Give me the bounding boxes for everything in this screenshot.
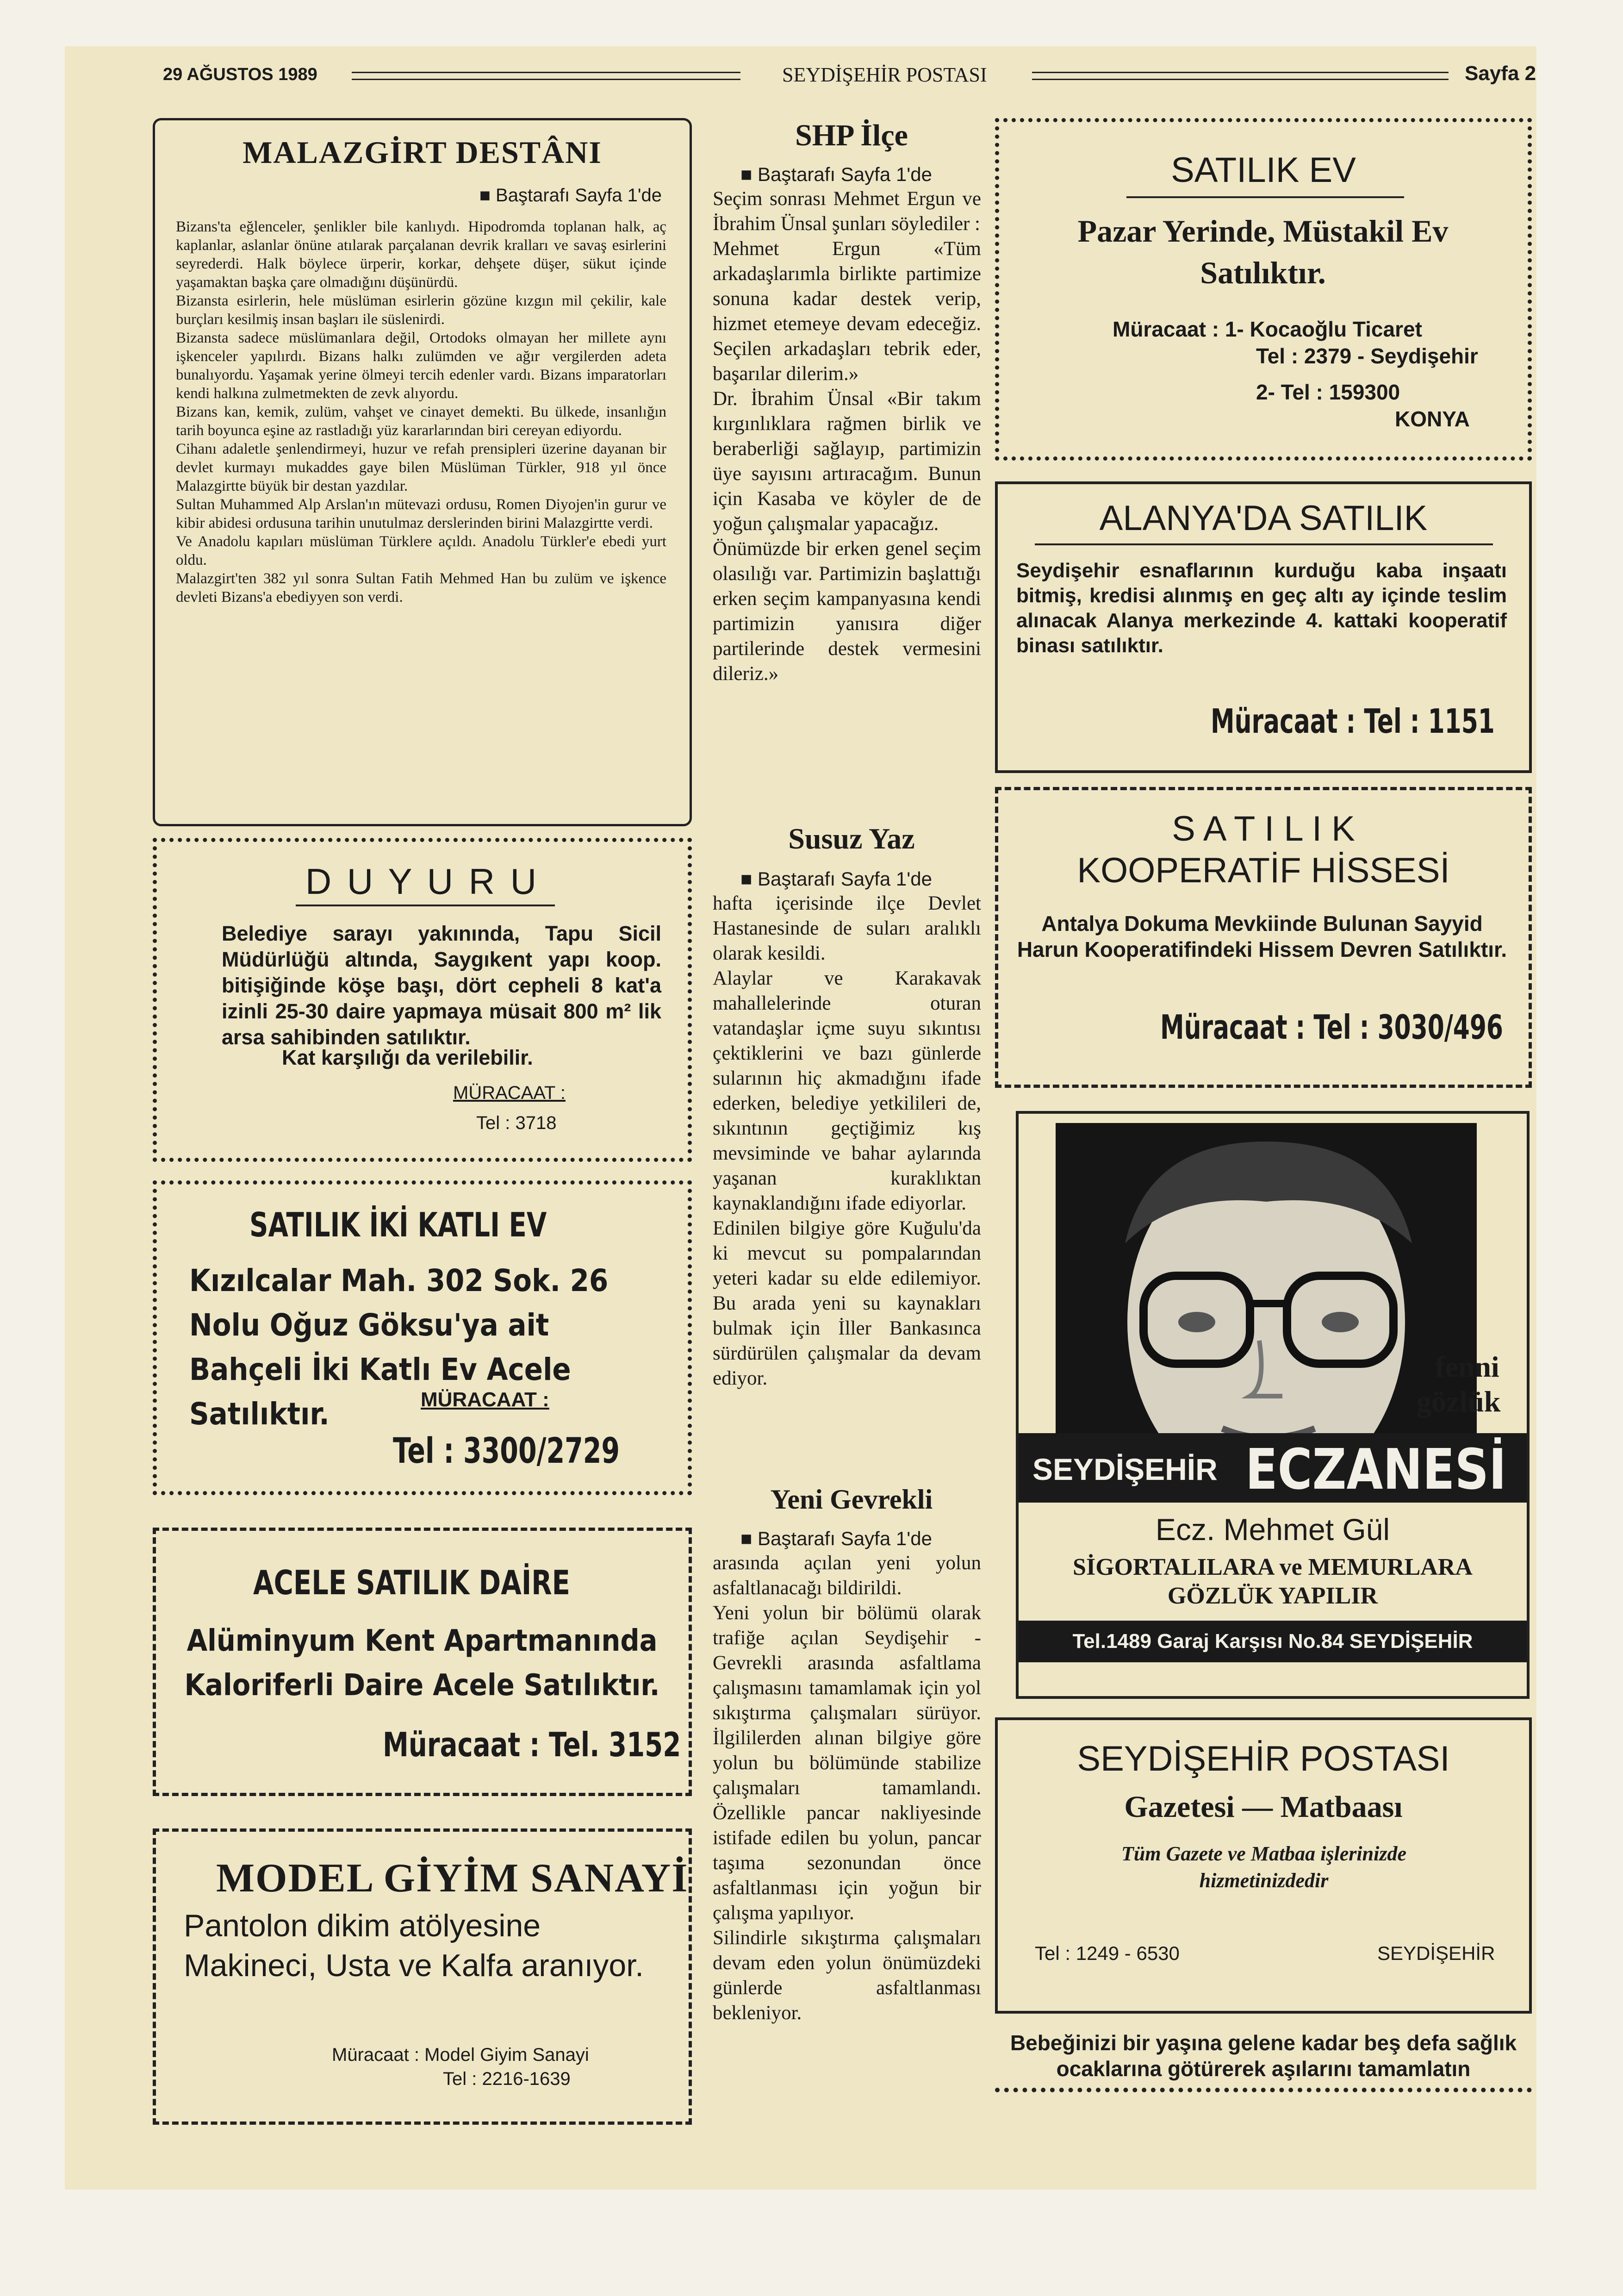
model-giyim-ad	[153, 1828, 692, 2125]
duyuru-ad	[153, 838, 692, 1162]
daire-tel-box	[383, 1725, 765, 1764]
page-number: Sayfa 2	[1465, 62, 1536, 85]
shp-body: Seçim sonrası Mehmet Ergun ve İbrahim Ünsal şunları söylediler : Mehmet Ergun «Tüm arkadaşlarımla birlikte partimize sonuna kadar destek verip, hizmet etemeye devam edeceğiz. Seçilen arkadaşları tebrik eder, başarılar dilerim.» Dr. İbrahim Ünsal «Bir takım kırgınlıklara rağmen birlik ve beraberliği sağlayıp, partimizin üye sayısını artıracağım. Bunun için Kasaba ve köyler de de yoğun çalışmalar yapacağız. Önümüzde bir erken genel seçim olasılığı var. Partimizin başlattığı erken seçim kampanyasına kendi partimizin yanısıra diğer partilerinde destek vermesini dileriz.»	[713, 188, 981, 685]
duyuru-note: Kat karşılığı da verilebilir.	[282, 1046, 533, 1069]
middle-column	[713, 118, 990, 2132]
eczane-line2: GÖZLÜK YAPILIR	[1167, 1583, 1378, 1609]
satilik-ev-rule	[1126, 196, 1404, 198]
eczane-owner: Ecz. Mehmet Gül	[1155, 1512, 1390, 1547]
eczane-slogan1: fenni	[1435, 1350, 1499, 1383]
footer-dotted-rule	[995, 2088, 1532, 2092]
postasi-city: SEYDİŞEHİR	[1377, 1942, 1495, 1964]
header-rule	[352, 72, 740, 80]
malazgirt-article	[153, 118, 692, 826]
susuz-body: hafta içerisinde ilçe Devlet Hastanesinde de suları aralıklı olarak kesildi. Alaylar ve Karakavak mahallelerinde oturan vatandaşlar içme suyu sıkıntısı çektiklerini ve bazı günlerde sularının hiç akmadığını ifade ederken, belediye yetkilileri de, sıkıntının geçtiğimiz kış mevsiminde ve bahar aylarında yaşanan kuraklıktan kaynaklandığını ifade ediyorlar. Edinilen bilgiye göre Kuğulu'da ki mevcut su pompalarından yeteri kadar su elde edilemiyor. Bu arada yeni su kaynakları bulmak için İller Bankasınca sürdürülen çalışmalar da devam ediyor.	[713, 892, 981, 1389]
portrait-photo	[1056, 1123, 1477, 1484]
iki-katli-tel-box	[393, 1430, 695, 1471]
iki-katli-contact-label: MÜRACAAT :	[421, 1388, 549, 1411]
kooperatif-ad	[995, 787, 1532, 1088]
eczane-name-right: ECZANESİ	[1245, 1438, 1506, 1502]
postasi-slogan: Tüm Gazete ve Matbaa işlerinizde hizmetinizdedir	[1121, 1842, 1406, 1892]
satilik-ev-line3: 2- Tel : 159300	[1256, 380, 1400, 404]
satilik-ev-line2: Tel : 2379 - Seydişehir	[1256, 344, 1478, 368]
duyuru-contact-label: MÜRACAAT :	[453, 1083, 566, 1103]
eczane-line1: SİGORTALILARA ve MEMURLARA	[1073, 1554, 1473, 1580]
malazgirt-source: ■ Baştarafı Sayfa 1'de	[479, 185, 662, 206]
satilik-ev-title: SATILIK EV	[1171, 150, 1356, 190]
postasi-subtitle: Gazetesi — Matbaası	[1124, 1790, 1403, 1824]
model-title: MODEL GİYİM SANAYİ	[216, 1856, 689, 1901]
kooperatif-title2: KOOPERATİF HİSSESİ	[1077, 851, 1450, 890]
eczane-ad	[1016, 1111, 1530, 1699]
satilik-ev-ad	[995, 118, 1532, 461]
daire-title: ACELE SATILIK DAİRE	[253, 1563, 570, 1602]
paper-name: SEYDİŞEHİR POSTASI	[782, 63, 987, 86]
iki-katli-title-box	[249, 1205, 666, 1247]
alanya-ad	[995, 481, 1532, 773]
alanya-title: ALANYA'DA SATILIK	[1099, 499, 1428, 538]
duyuru-body: Belediye sarayı yakınında, Tapu Sicil Müdürlüğü altında, Saygıkent yapı koop. bitişiğinde köşe başı, dört cepheli 8 kat'a izinli 25-30 daire yapmaya müsait 800 m² lik arsa sahibinden satılıktır.	[222, 922, 661, 1049]
alanya-tel-box	[1211, 702, 1605, 741]
gevrekli-title: Yeni Gevrekli	[770, 1484, 933, 1515]
kooperatif-title1: S A T I L I K	[1172, 809, 1355, 849]
model-body: Pantolon dikim atölyesine Makineci, Usta ve Kalfa aranıyor.	[184, 1908, 644, 1983]
model-tel: Tel : 2216-1639	[443, 2069, 571, 2089]
acele-daire-ad	[153, 1528, 692, 1796]
header-rule	[1032, 72, 1449, 80]
iki-katli-title: SATILIK İKİ KATLI EV	[249, 1205, 547, 1244]
daire-body: Alüminyum Kent Apartmanında Kaloriferli Daire Acele Satılıktır.	[184, 1624, 660, 1703]
postasi-tel: Tel : 1249 - 6530	[1035, 1942, 1180, 1964]
kooperatif-body: Antalya Dokuma Mevkiinde Bulunan Sayyid Harun Kooperatifindeki Hissem Devren Satılıktır.	[1017, 911, 1507, 961]
vaccination-note: Bebeğinizi bir yaşına gelene kadar beş defa sağlık ocaklarına götürerek aşılarını tamamlatın	[1010, 2031, 1517, 2081]
malazgirt-body: Bizans'ta eğlenceler, şenlikler bile kanlıydı. Hipodromda toplanan halk, aç kaplanlar, aslanlar önüne atılarak parçalanan devrik kralları ve savaş esirlerini seyrederdi. Halk böylece ürperir, korkar, dehşete düşer, sükut içinde yaşamaktan başka çare olmadığını düşünürdü. Bizansta esirlerin, hele müslüman esirlerin gözüne kızgın mil çekilir, kale burçları kesilmiş insan başları ile süslenirdi. Bizansta sadece müslümanlara değil, Ortodoks olmayan her millete aynı işkenceler yapılırdı. Bizans halkı zulümden ve ağır vergilerden adeta bunalıyordu. Yaşamak yerine ölmeyi tercih edenler vardı. Bizans imparatorları kendi halkına zulmetmekten de zevk alıyordu. Bizans kan, kemik, zulüm, vahşet ve cinayet demekti. Bu ülkede, insanlığın tarih boyunca eşine az rastladığı yüz kararlarından biri cereyan ediyordu. Cihanı adaletle şenlendirmeyi, huzur ve refah prensipleri üzerine dayanan bir devlet kurmayı mukaddes gaye bilen Müslüman Türkler, 918 yıl önce Malazgirtte büyük bir destan yazdılar. Sultan Muhammed Alp Arslan'ın mütevazi ordusu, Romen Diyojen'in gurur ve kibir abidesi ordusuna tarihin unutulmaz derslerinden birini Malazgirtte verdi. Ve Anadolu kapıları müslüman Türklere açıldı. Anadolu Türkler'e ebedi yurt oldu. Malazgirt'ten 382 yıl sonra Sultan Fatih Mehmed Han bu zulüm ve işkence devleti Bizans'a ebediyyen son verdi.	[176, 218, 666, 605]
iki-katli-tel: Tel : 3300/2729	[393, 1430, 620, 1471]
duyuru-rule	[296, 905, 555, 906]
susuz-title: Susuz Yaz	[788, 822, 915, 855]
postasi-title: SEYDİŞEHİR POSTASI	[1077, 1739, 1450, 1778]
shp-title: SHP İlçe	[795, 119, 908, 152]
iki-katli-body: Kızılcalar Mah. 302 Sok. 26 Nolu Oğuz Göksu'ya ait Bahçeli İki Katlı Ev Acele Satılıktır.	[189, 1263, 609, 1432]
alanya-body: Seydişehir esnaflarının kurduğu kaba inşaatı bitmiş, kredisi alınmış en geç altı ay içinde teslim alınacak Alanya merkezinde 4. kattaki kooperatif binası satılıktır.	[1016, 559, 1507, 657]
satilik-ev-headline: Pazar Yerinde, Müstakil Ev Satılıktır.	[1077, 213, 1449, 290]
daire-title-box	[253, 1563, 649, 1602]
duyuru-title: D U Y U R U	[305, 861, 540, 902]
iki-katli-ev-ad	[153, 1180, 692, 1495]
eczane-name-right-box	[1245, 1438, 1552, 1502]
gevrekli-source: ■ Baştarafı Sayfa 1'de	[740, 1528, 932, 1550]
eczane-slogan2: gözlük	[1417, 1385, 1501, 1418]
shp-source: ■ Baştarafı Sayfa 1'de	[740, 163, 932, 186]
gevrekli-body: arasında açılan yeni yolun asfaltlanacağı bildirildi. Yeni yolun bir bölümü olarak trafiğe açılan Seydişehir - Gevrekli arasında asfaltlama çalışmasını tamamlamak için yol sıkıştırma çalışmaları sürüyor. İlgililerden alınan bilgiye göre yolun bu bölümünde stabilize çalışmaları tamamlandı. Özellikle pancar nakliyesinde istifade edilen bu yolun, pancar taşıma sezonundan önce asfaltlanması için yoğun bir çalışma yapılıyor. Silindirle sıkıştırma çalışmaları devam eden yolun önümüzdeki günlerde asfaltlanması bekleniyor.	[713, 1552, 981, 2024]
susuz-source: ■ Baştarafı Sayfa 1'de	[740, 868, 932, 890]
alanya-tel: Müracaat : Tel : 1151	[1211, 702, 1495, 741]
satilik-ev-line1: Müracaat : 1- Kocaoğlu Ticaret	[1113, 317, 1422, 341]
eczane-address: Tel.1489 Garaj Karşısı No.84 SEYDİŞEHİR	[1019, 1621, 1527, 1662]
kooperatif-tel: Müracaat : Tel : 3030/496	[1160, 1008, 1504, 1047]
satilik-ev-line4: KONYA	[1395, 407, 1470, 431]
postasi-ad	[995, 1717, 1532, 2014]
daire-tel: Müracaat : Tel. 3152	[383, 1725, 681, 1764]
alanya-rule	[1035, 543, 1493, 545]
eczane-name-band	[1019, 1433, 1527, 1503]
malazgirt-title: MALAZGİRT DESTÂNI	[243, 135, 602, 170]
issue-date: 29 AĞUSTOS 1989	[163, 65, 317, 84]
duyuru-tel: Tel : 3718	[476, 1113, 557, 1133]
model-contact: Müracaat : Model Giyim Sanayi	[332, 2045, 589, 2065]
kooperatif-tel-box	[1160, 1008, 1623, 1047]
eczane-name-left: SEYDİŞEHİR	[1032, 1452, 1218, 1486]
